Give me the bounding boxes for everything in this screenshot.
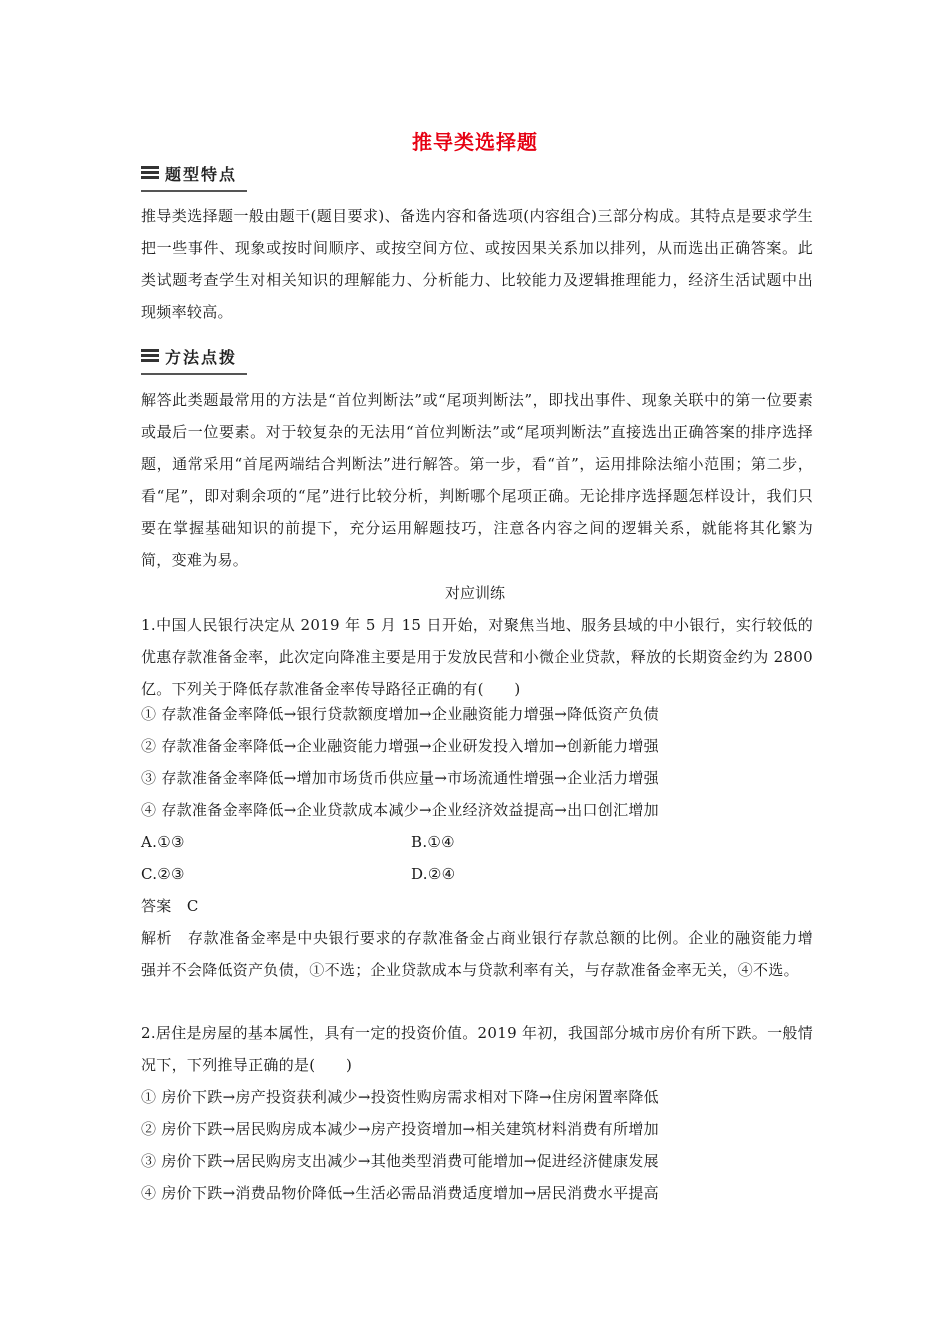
section-underline bbox=[141, 373, 247, 375]
section-heading-label: 方法点拨 bbox=[165, 347, 238, 367]
question-1-item: ④ 存款准备金率降低→企业贷款成本减少→企业经济效益提高→出口创汇增加 bbox=[141, 801, 659, 819]
question-2-item: ② 房价下跌→居民购房成本减少→房产投资增加→相关建筑材料消费有所增加 bbox=[141, 1120, 659, 1138]
section-heading-label: 题型特点 bbox=[165, 164, 238, 184]
list-icon bbox=[141, 349, 159, 363]
list-icon bbox=[141, 166, 159, 180]
question-1-item: ① 存款准备金率降低→银行贷款额度增加→企业融资能力增强→降低资产负债 bbox=[141, 705, 659, 723]
option-d: D.②④ bbox=[411, 865, 456, 883]
question-2-item: ③ 房价下跌→居民购房支出减少→其他类型消费可能增加→促进经济健康发展 bbox=[141, 1152, 659, 1170]
question-2-stem: 2.居住是房屋的基本属性，具有一定的投资价值。2019 年初，我国部分城市房价有所下跌。一般情况下，下列推导正确的是( ) bbox=[141, 1024, 813, 1074]
question-1-item: ② 存款准备金率降低→企业融资能力增强→企业研发投入增加→创新能力增强 bbox=[141, 737, 659, 755]
section-underline bbox=[141, 190, 247, 192]
practice-heading: 对应训练 bbox=[444, 584, 505, 602]
method-paragraph: 解答此类题最常用的方法是“首位判断法”或“尾项判断法”，即找出事件、现象关联中的第一位要素或最后一位要素。对于较复杂的无法用“首位判断法”或“尾项判断法”直接选出正确答案的排序选择题，通常采用“首尾两端结合判断法”进行解答。第一步，看“首”，运用排除法缩小范围；第二步，看“尾”，即对剩余项的“尾”进行比较分析，判断哪个尾项正确。无论排序选择题怎样设计，我们只要在掌握基础知识的前提下，充分运用解题技巧，注意各内容之间的逻辑关系，就能将其化繁为简，变难为易。 bbox=[141, 391, 813, 569]
option-c: C.②③ bbox=[141, 865, 185, 883]
question-1-item: ③ 存款准备金率降低→增加市场货币供应量→市场流通性增强→企业活力增强 bbox=[141, 769, 659, 787]
analysis-paragraph: 解析 存款准备金率是中央银行要求的存款准备金占商业银行存款总额的比例。企业的融资能力增强并不会降低资产负债，①不选；企业贷款成本与贷款利率有关，与存款准备金率无关，④不选。 bbox=[141, 929, 813, 979]
section-heading-method bbox=[141, 343, 237, 369]
question-2-item: ④ 房价下跌→消费品物价降低→生活必需品消费适度增加→居民消费水平提高 bbox=[141, 1184, 659, 1202]
intro-paragraph: 推导类选择题一般由题干(题目要求)、备选内容和备选项(内容组合)三部分构成。其特点是要求学生把一些事件、现象或按时间顺序、或按空间方位、或按因果关系加以排列，从而选出正确答案。此类试题考查学生对相关知识的理解能力、分析能力、比较能力及逻辑推理能力，经济生活试题中出现频率较高。 bbox=[141, 207, 813, 321]
option-b: B.①④ bbox=[411, 833, 455, 851]
answer-line: 答案 C bbox=[141, 897, 199, 915]
question-1-stem: 1.中国人民银行决定从 2019 年 5 月 15 日开始，对聚焦当地、服务县域的中小银行，实行较低的优惠存款准备金率，此次定向降准主要是用于发放民营和小微企业贷款，释放的长期资金约为 2800 亿。下列关于降低存款准备金率传导路径正确的有( ) bbox=[141, 616, 813, 698]
option-a: A.①③ bbox=[141, 833, 185, 851]
section-heading-features bbox=[141, 160, 237, 186]
question-2-item: ① 房价下跌→房产投资获利减少→投资性购房需求相对下降→住房闲置率降低 bbox=[141, 1088, 659, 1106]
page-title: 推导类选择题 bbox=[412, 130, 538, 154]
